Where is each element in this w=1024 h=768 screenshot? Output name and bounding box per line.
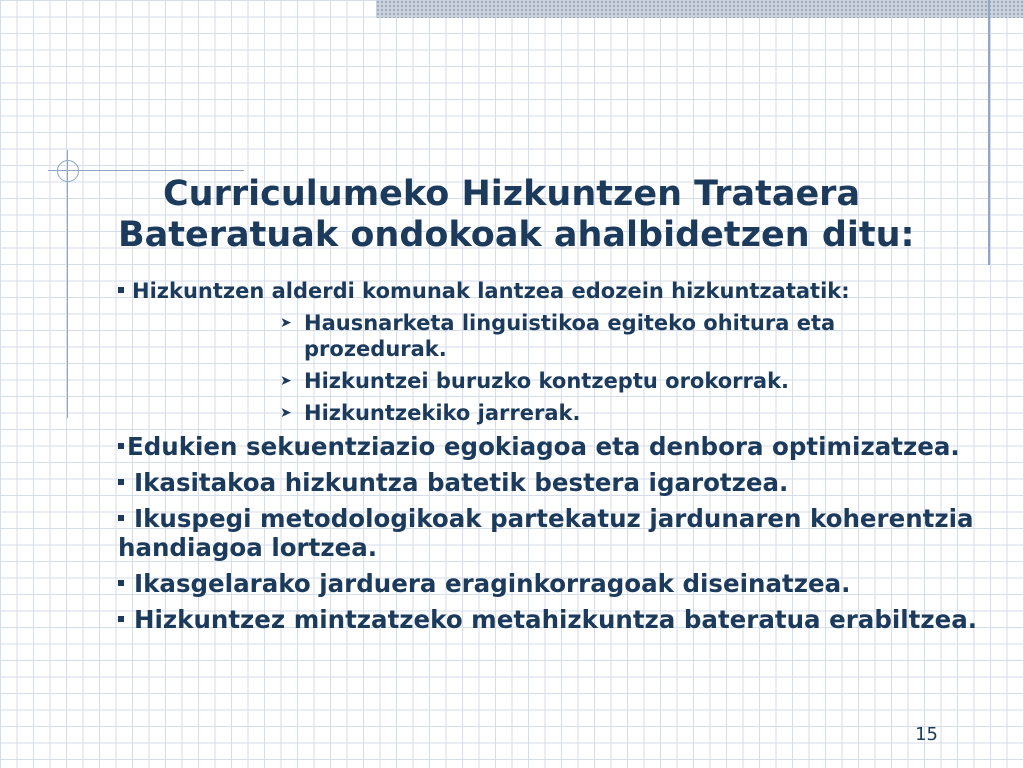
chevron-right-icon: ➤ bbox=[280, 405, 292, 421]
square-bullet-icon bbox=[118, 479, 124, 485]
bullet-item bbox=[118, 569, 998, 598]
chevron-right-icon: ➤ bbox=[280, 315, 292, 331]
bullet-item bbox=[118, 605, 998, 634]
bullet-text: Edukien sekuentziazio egokiagoa eta denbora optimizatzea. bbox=[127, 432, 960, 461]
bullet-text: Ikasitakoa hizkuntza batetik bestera igarotzea. bbox=[134, 468, 789, 497]
top-decorative-band bbox=[376, 0, 1024, 18]
slide-title bbox=[118, 174, 998, 256]
sub-bullet-list bbox=[280, 310, 998, 426]
chevron-right-icon: ➤ bbox=[280, 373, 292, 389]
square-bullet-icon bbox=[118, 287, 124, 293]
page-number: 15 bbox=[915, 724, 938, 745]
bullet-item bbox=[118, 504, 998, 562]
square-bullet-icon bbox=[118, 616, 124, 622]
sub-bullet-text: Hausnarketa linguistikoa egiteko ohitura eta prozedurak. bbox=[304, 311, 836, 361]
sub-bullet-item bbox=[280, 310, 904, 362]
slide-body bbox=[118, 278, 998, 641]
square-bullet-icon bbox=[118, 515, 124, 521]
bullet-text: Hizkuntzen alderdi komunak lantzea edozein hizkuntzatatik: bbox=[132, 279, 850, 303]
sub-bullet-item bbox=[280, 368, 904, 394]
decorative-left-vertical-line bbox=[67, 150, 68, 418]
sub-bullet-text: Hizkuntzekiko jarrerak. bbox=[304, 401, 581, 425]
bullet-item-intro bbox=[118, 278, 998, 304]
bullet-item bbox=[118, 468, 998, 497]
square-bullet-icon bbox=[118, 443, 124, 449]
bullet-text: Hizkuntzez mintzatzeko metahizkuntza bateratua erabiltzea. bbox=[134, 605, 978, 634]
slide-title-line-2: Bateratuak ondokoak ahalbidetzen ditu: bbox=[118, 215, 915, 255]
sub-bullet-item bbox=[280, 400, 904, 426]
decorative-crosshair-circle bbox=[57, 160, 79, 182]
slide-title-line-1: Curriculumeko Hizkuntzen Trataera bbox=[163, 174, 861, 214]
bullet-text: Ikasgelarako jarduera eraginkorragoak diseinatzea. bbox=[134, 569, 851, 598]
square-bullet-icon bbox=[118, 580, 124, 586]
bullet-item bbox=[118, 432, 998, 461]
bullet-text: Ikuspegi metodologikoak partekatuz jardunaren koherentzia handiagoa lortzea. bbox=[118, 504, 974, 562]
sub-bullet-text: Hizkuntzei buruzko kontzeptu orokorrak. bbox=[304, 369, 790, 393]
